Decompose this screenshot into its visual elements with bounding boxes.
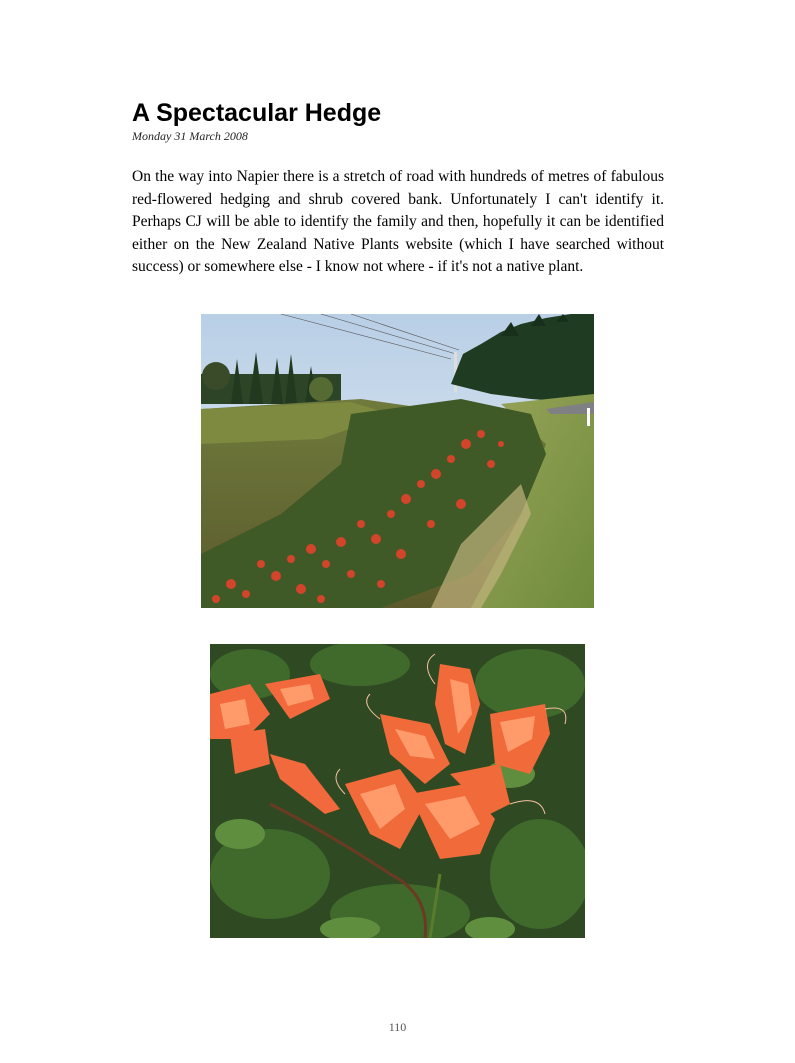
page-number: 110 (388, 1020, 407, 1034)
post-title: A Spectacular Hedge (132, 99, 382, 127)
flower-closeup-photo (210, 644, 585, 938)
post-date: Monday 31 March 2008 (132, 129, 248, 143)
hedge-photo (201, 314, 594, 608)
post-body: On the way into Napier there is a stretch of road with hundreds of metres of fabulous red-flowered hedging and shrub covered bank. Unfortunately I can't identify it. Perhaps CJ will be able to identify the family and then, hopefully it can be identified either on the New Zealand Native Plants website (which I have searched without success) or somewhere else - I know not where - if it's not a native plant. (132, 168, 664, 276)
